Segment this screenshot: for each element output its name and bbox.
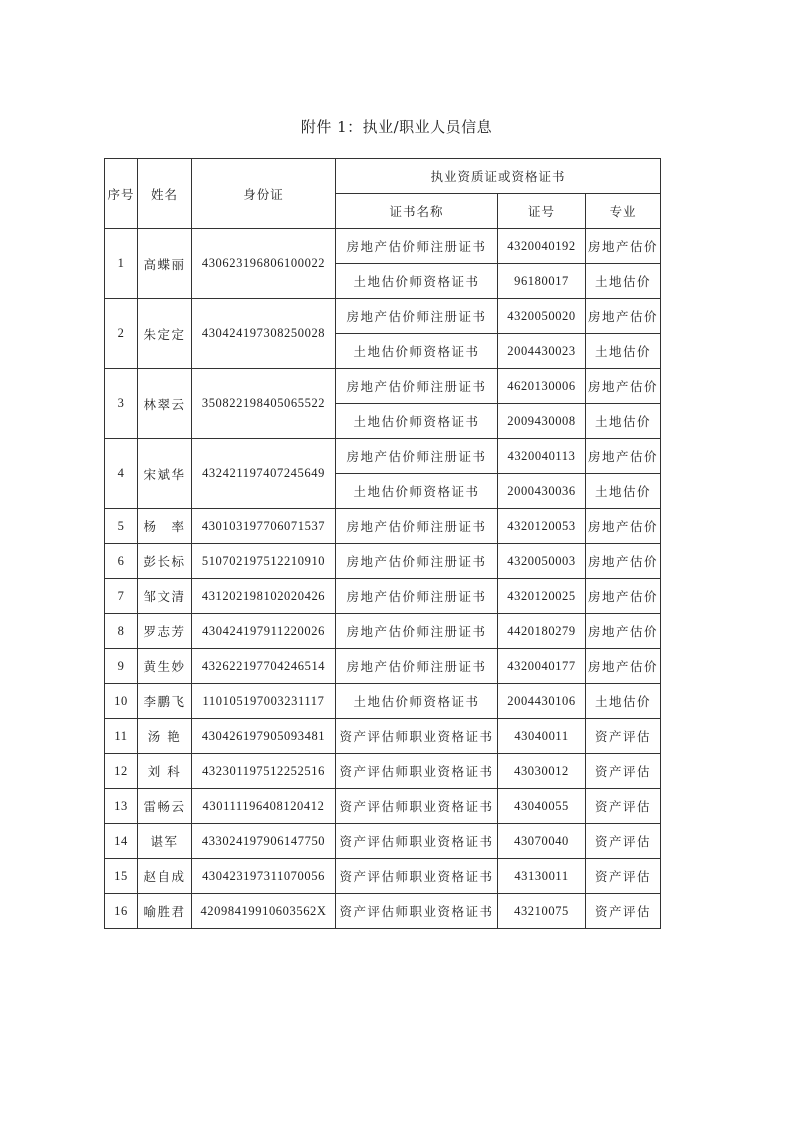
cell-id: 430426197905093481	[192, 719, 336, 754]
cell-major: 资产评估	[586, 719, 661, 754]
cell-cert-no: 4320040113	[498, 439, 586, 474]
cell-seq: 4	[105, 439, 138, 509]
cell-cert-name: 资产评估师职业资格证书	[336, 789, 498, 824]
cell-major: 房地产估价	[586, 649, 661, 684]
table-row	[105, 439, 661, 474]
cell-cert-no: 4320040192	[498, 229, 586, 264]
cell-id: 350822198405065522	[192, 369, 336, 439]
cell-name: 朱定定	[138, 299, 192, 369]
cell-cert-name: 房地产估价师注册证书	[336, 509, 498, 544]
cell-cert-no: 4320120053	[498, 509, 586, 544]
cell-cert-no: 43070040	[498, 824, 586, 859]
cell-name: 高蝶丽	[138, 229, 192, 299]
cell-id: 430424197308250028	[192, 299, 336, 369]
cell-name: 汤 艳	[138, 719, 192, 754]
cell-id: 430103197706071537	[192, 509, 336, 544]
table-row	[105, 299, 661, 334]
table-row	[105, 824, 661, 859]
cell-cert-no: 43210075	[498, 894, 586, 929]
table-row	[105, 754, 661, 789]
cell-seq: 11	[105, 719, 138, 754]
table-row	[105, 614, 661, 649]
cell-cert-name: 房地产估价师注册证书	[336, 649, 498, 684]
cell-cert-name: 土地估价师资格证书	[336, 404, 498, 439]
header-cert-name: 证书名称	[336, 194, 498, 229]
cell-cert-no: 4320120025	[498, 579, 586, 614]
cell-name: 宋斌华	[138, 439, 192, 509]
table-row	[105, 579, 661, 614]
table-row	[105, 719, 661, 754]
cell-major: 房地产估价	[586, 579, 661, 614]
cell-name: 林翠云	[138, 369, 192, 439]
cell-cert-no: 4320040177	[498, 649, 586, 684]
cell-cert-name: 资产评估师职业资格证书	[336, 754, 498, 789]
cell-cert-no: 43130011	[498, 859, 586, 894]
cell-cert-name: 资产评估师职业资格证书	[336, 859, 498, 894]
cell-cert-no: 4320050020	[498, 299, 586, 334]
cell-id: 430423197311070056	[192, 859, 336, 894]
cell-cert-name: 资产评估师职业资格证书	[336, 824, 498, 859]
header-row-1	[105, 159, 661, 194]
table-row	[105, 894, 661, 929]
cell-seq: 3	[105, 369, 138, 439]
cell-name: 彭长标	[138, 544, 192, 579]
table-row	[105, 229, 661, 264]
cell-cert-name: 房地产估价师注册证书	[336, 299, 498, 334]
table-row	[105, 544, 661, 579]
cell-major: 资产评估	[586, 894, 661, 929]
cell-name: 喻胜君	[138, 894, 192, 929]
cell-seq: 7	[105, 579, 138, 614]
cell-major: 土地估价	[586, 404, 661, 439]
document-title: 附件 1：执业/职业人员信息	[300, 118, 493, 136]
cell-seq: 9	[105, 649, 138, 684]
cell-cert-no: 2000430036	[498, 474, 586, 509]
cell-major: 资产评估	[586, 859, 661, 894]
cell-seq: 10	[105, 684, 138, 719]
personnel-table	[104, 158, 661, 929]
cell-cert-no: 4620130006	[498, 369, 586, 404]
cell-major: 房地产估价	[586, 369, 661, 404]
cell-cert-name: 房地产估价师注册证书	[336, 614, 498, 649]
cell-cert-no: 2009430008	[498, 404, 586, 439]
table-body	[105, 229, 661, 929]
cell-cert-name: 房地产估价师注册证书	[336, 229, 498, 264]
cell-major: 资产评估	[586, 754, 661, 789]
cell-seq: 12	[105, 754, 138, 789]
cell-id: 432421197407245649	[192, 439, 336, 509]
header-id: 身份证	[192, 159, 336, 229]
cell-major: 房地产估价	[586, 439, 661, 474]
cell-cert-name: 房地产估价师注册证书	[336, 439, 498, 474]
cell-cert-name: 土地估价师资格证书	[336, 684, 498, 719]
cell-cert-no: 43030012	[498, 754, 586, 789]
cell-cert-name: 土地估价师资格证书	[336, 334, 498, 369]
header-name: 姓名	[138, 159, 192, 229]
cell-name: 黄生妙	[138, 649, 192, 684]
cell-seq: 8	[105, 614, 138, 649]
header-major: 专业	[586, 194, 661, 229]
cell-cert-no: 96180017	[498, 264, 586, 299]
cell-major: 房地产估价	[586, 229, 661, 264]
header-cert-group: 执业资质证或资格证书	[336, 159, 661, 194]
header-seq: 序号	[105, 159, 138, 229]
table-row	[105, 684, 661, 719]
cell-cert-name: 土地估价师资格证书	[336, 264, 498, 299]
cell-name: 邹文清	[138, 579, 192, 614]
cell-id: 433024197906147750	[192, 824, 336, 859]
cell-cert-no: 4420180279	[498, 614, 586, 649]
cell-cert-name: 土地估价师资格证书	[336, 474, 498, 509]
cell-seq: 5	[105, 509, 138, 544]
table-row	[105, 789, 661, 824]
cell-major: 资产评估	[586, 824, 661, 859]
cell-cert-name: 房地产估价师注册证书	[336, 369, 498, 404]
table-row	[105, 859, 661, 894]
cell-name: 李鹏飞	[138, 684, 192, 719]
cell-seq: 2	[105, 299, 138, 369]
cell-major: 房地产估价	[586, 299, 661, 334]
cell-name: 罗志芳	[138, 614, 192, 649]
cell-id: 431202198102020426	[192, 579, 336, 614]
cell-major: 土地估价	[586, 334, 661, 369]
cell-seq: 16	[105, 894, 138, 929]
header-cert-no: 证号	[498, 194, 586, 229]
cell-seq: 1	[105, 229, 138, 299]
cell-seq: 13	[105, 789, 138, 824]
cell-major: 资产评估	[586, 789, 661, 824]
cell-cert-name: 资产评估师职业资格证书	[336, 894, 498, 929]
cell-id: 110105197003231117	[192, 684, 336, 719]
cell-id: 510702197512210910	[192, 544, 336, 579]
table-row	[105, 509, 661, 544]
cell-id: 430623196806100022	[192, 229, 336, 299]
cell-major: 房地产估价	[586, 544, 661, 579]
cell-major: 房地产估价	[586, 614, 661, 649]
cell-cert-no: 2004430106	[498, 684, 586, 719]
cell-name: 雷畅云	[138, 789, 192, 824]
cell-cert-no: 43040011	[498, 719, 586, 754]
table-row	[105, 369, 661, 404]
cell-cert-name: 资产评估师职业资格证书	[336, 719, 498, 754]
cell-name: 杨 率	[138, 509, 192, 544]
cell-cert-no: 2004430023	[498, 334, 586, 369]
cell-major: 房地产估价	[586, 509, 661, 544]
cell-cert-no: 43040055	[498, 789, 586, 824]
cell-id: 430111196408120412	[192, 789, 336, 824]
cell-cert-no: 4320050003	[498, 544, 586, 579]
cell-major: 土地估价	[586, 264, 661, 299]
cell-cert-name: 房地产估价师注册证书	[336, 579, 498, 614]
cell-name: 刘 科	[138, 754, 192, 789]
cell-name: 谌军	[138, 824, 192, 859]
cell-seq: 15	[105, 859, 138, 894]
cell-name: 赵自成	[138, 859, 192, 894]
cell-id: 430424197911220026	[192, 614, 336, 649]
cell-major: 土地估价	[586, 474, 661, 509]
cell-id: 42098419910603562X	[192, 894, 336, 929]
cell-seq: 6	[105, 544, 138, 579]
cell-cert-name: 房地产估价师注册证书	[336, 544, 498, 579]
cell-seq: 14	[105, 824, 138, 859]
cell-id: 432301197512252516	[192, 754, 336, 789]
table-row	[105, 649, 661, 684]
cell-major: 土地估价	[586, 684, 661, 719]
cell-id: 432622197704246514	[192, 649, 336, 684]
